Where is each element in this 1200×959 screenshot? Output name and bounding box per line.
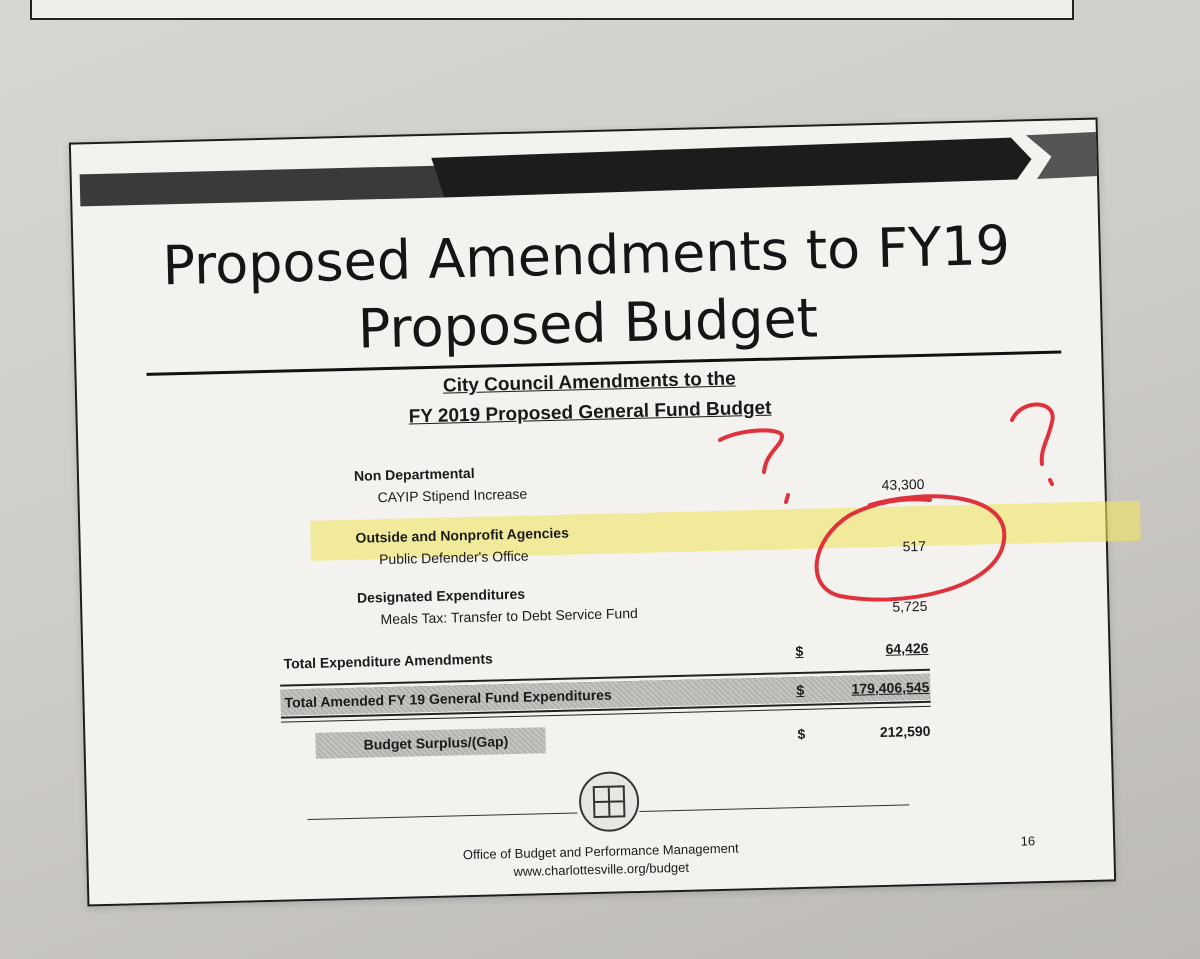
- previous-page-edge: [30, 0, 1074, 20]
- total-amended-currency: $: [796, 681, 805, 699]
- subtitle-line-2: FY 2019 Proposed General Fund Budget: [408, 397, 772, 428]
- header-banner: [71, 120, 1097, 215]
- total-amendments-amount: 64,426: [885, 639, 929, 657]
- footer-rule-right: [639, 804, 909, 812]
- city-seal-logo: [578, 771, 639, 832]
- footer-url: www.charlottesville.org/budget: [513, 859, 690, 880]
- total-amendments-currency: $: [795, 642, 804, 660]
- section-heading-non-departmental: Non Departmental: [353, 464, 475, 484]
- line-item-public-defender: Public Defender's Office: [378, 547, 529, 568]
- title-line-2: Proposed Budget: [357, 286, 819, 361]
- total-amended-label: Total Amended FY 19 General Fund Expenditures: [284, 686, 612, 711]
- budget-slide: [69, 118, 1116, 907]
- title-line-1: Proposed Amendments to FY19: [161, 213, 1011, 298]
- line-item-cayip: CAYIP Stipend Increase: [377, 485, 528, 506]
- footer-rule-left: [307, 812, 577, 820]
- seal-shield-icon: [593, 785, 626, 818]
- subtitle-line-1: City Council Amendments to the: [442, 368, 736, 397]
- amount-cayip: 43,300: [881, 475, 925, 493]
- slide-title: [73, 210, 1101, 371]
- line-item-meals-tax: Meals Tax: Transfer to Debt Service Fund: [380, 604, 638, 628]
- footer-office: Office of Budget and Performance Management: [462, 840, 739, 863]
- section-heading-nonprofit: Outside and Nonprofit Agencies: [355, 524, 570, 546]
- total-amendments-label: Total Expenditure Amendments: [283, 650, 493, 672]
- surplus-gap-label: Budget Surplus/(Gap): [363, 733, 509, 753]
- surplus-gap-amount: 212,590: [879, 722, 931, 741]
- page-number: 16: [1020, 833, 1036, 849]
- total-amended-amount: 179,406,545: [851, 678, 930, 697]
- amount-public-defender: 517: [902, 537, 927, 555]
- amount-meals-tax: 5,725: [892, 597, 928, 615]
- section-heading-designated: Designated Expenditures: [356, 585, 526, 606]
- surplus-gap-currency: $: [797, 725, 806, 743]
